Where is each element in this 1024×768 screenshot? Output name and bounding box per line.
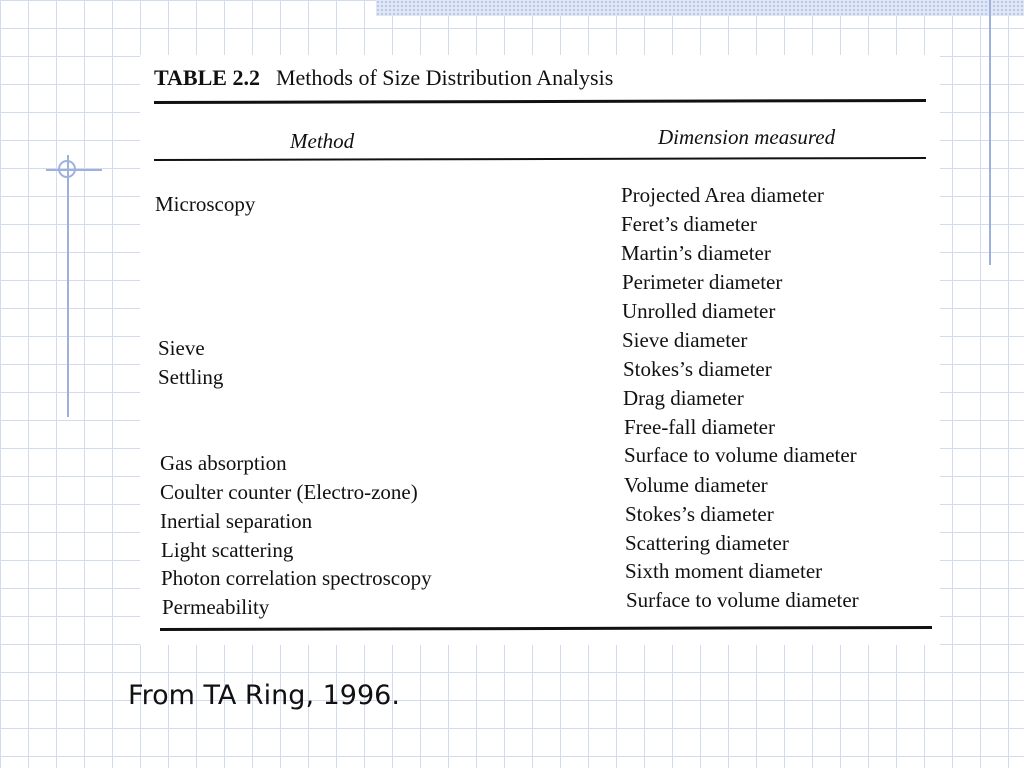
dimension-cell: Sixth moment diameter [625, 559, 823, 583]
method-cell: Settling [158, 365, 224, 389]
method-cell: Photon correlation spectroscopy [161, 566, 432, 590]
top-decorative-band [376, 0, 1024, 16]
table-image [140, 55, 940, 645]
dimension-cell: Sieve diameter [622, 328, 748, 352]
column-header-method: Method [290, 129, 355, 153]
dimension-cell: Surface to volume diameter [624, 443, 857, 467]
table-header-rule [154, 157, 926, 161]
dimension-cell: Stokes’s diameter [623, 357, 772, 381]
table-title [154, 65, 613, 91]
dimension-cell: Volume diameter [624, 473, 768, 497]
dimension-cell: Drag diameter [623, 386, 744, 410]
right-decorative-line [989, 0, 991, 265]
dimension-cell: Martin’s diameter [621, 241, 771, 265]
dimension-cell: Scattering diameter [625, 531, 789, 555]
table-top-rule [154, 99, 926, 104]
method-cell: Inertial separation [160, 509, 313, 533]
method-cell: Light scattering [161, 538, 294, 562]
left-decorative-line [67, 155, 69, 417]
table-number: TABLE 2.2 [154, 65, 260, 90]
dimension-cell: Unrolled diameter [622, 299, 776, 323]
method-cell: Gas absorption [160, 451, 287, 475]
method-cell: Microscopy [155, 192, 256, 216]
table-title-text: Methods of Size Distribution Analysis [275, 65, 614, 90]
method-cell: Coulter counter (Electro-zone) [160, 480, 418, 504]
dimension-cell: Projected Area diameter [621, 183, 824, 207]
dimension-cell: Surface to volume diameter [626, 588, 859, 612]
method-cell: Permeability [162, 595, 270, 619]
source-caption: From TA Ring, 1996. [128, 680, 400, 711]
decorative-circle-icon [58, 160, 76, 178]
method-cell: Sieve [158, 336, 205, 360]
dimension-cell: Feret’s diameter [621, 212, 757, 236]
dimension-cell: Free-fall diameter [624, 415, 775, 439]
dimension-cell: Perimeter diameter [622, 270, 783, 294]
dimension-cell: Stokes’s diameter [625, 502, 774, 526]
table-bottom-rule [160, 626, 932, 631]
column-header-dimension: Dimension measured [658, 125, 836, 149]
